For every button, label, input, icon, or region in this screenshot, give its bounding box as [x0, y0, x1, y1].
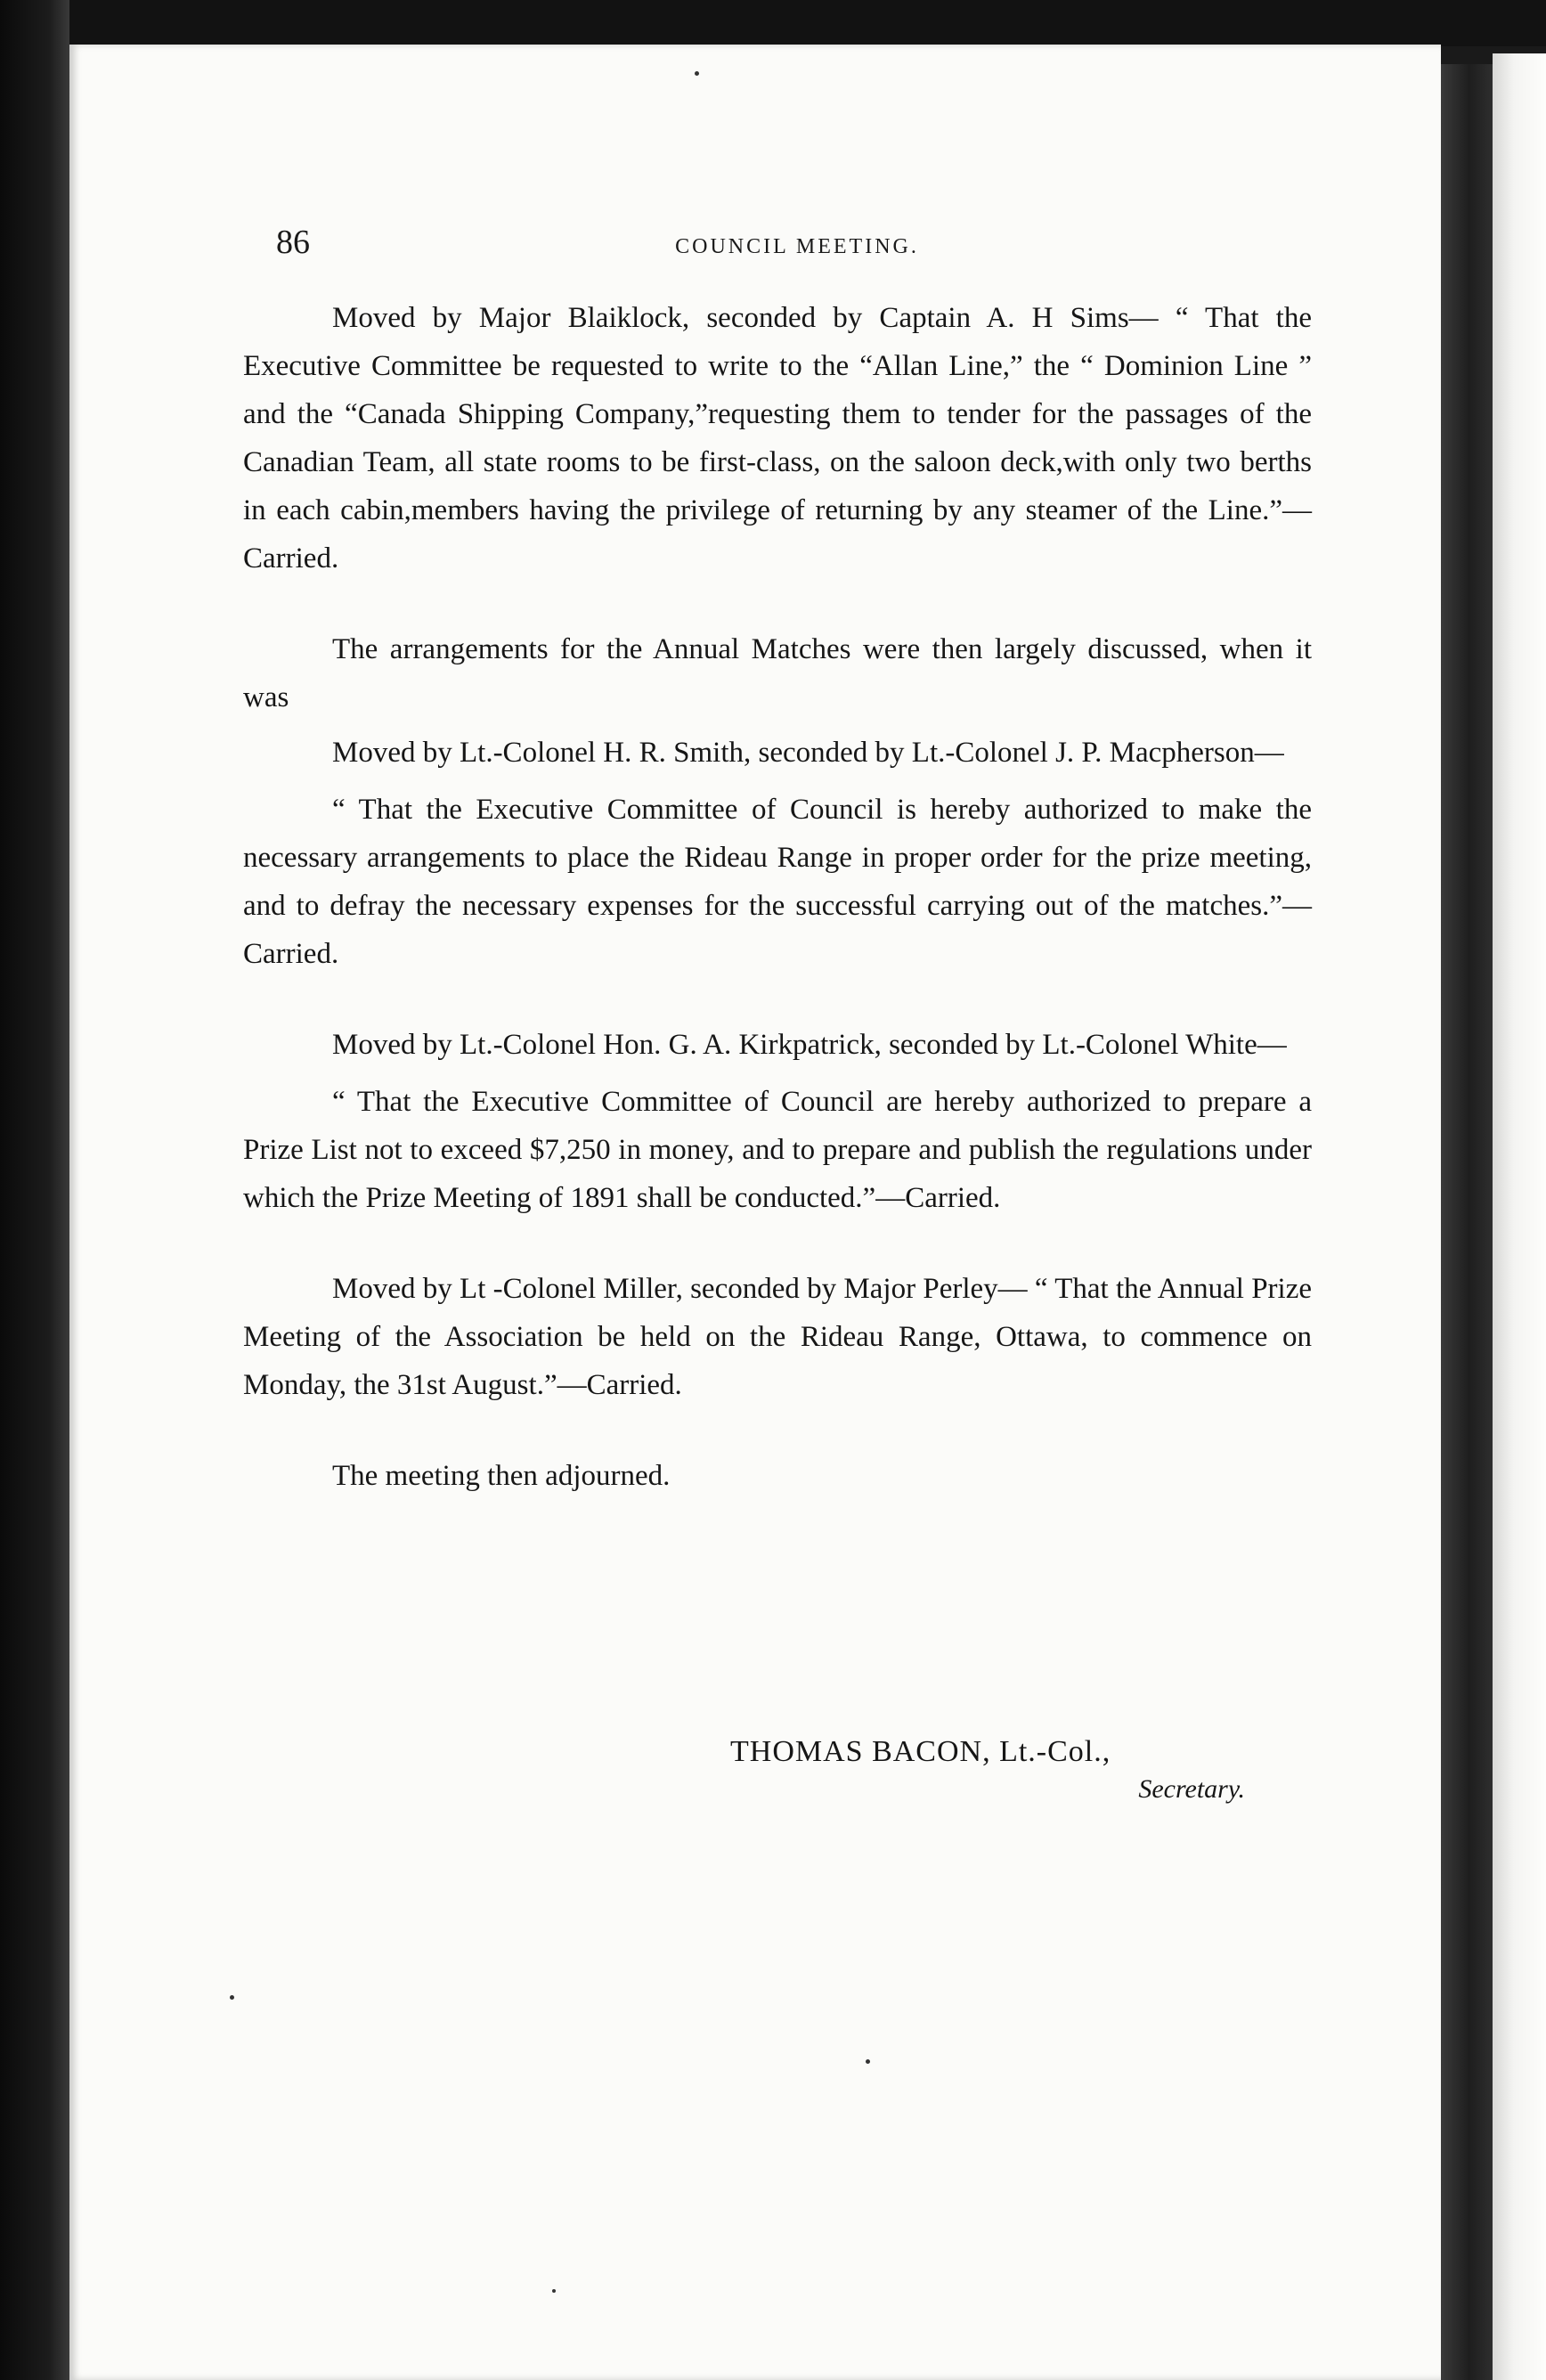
signatory-name: THOMAS BACON, Lt.-Col.,: [730, 1735, 1111, 1768]
paragraph-motion-prize-list: “ That the Executive Committee of Council are hereby authorized to prepare a Prize List not to exceed $7,250 in money, and to prepare and publish the regulations under which the Prize Meeting of 1891 shall be conducted.”—Carried.: [243, 1086, 1312, 1214]
document-body: [243, 294, 1312, 1500]
signature-block: [730, 1735, 1265, 1805]
paragraph-motion-steamship: Moved by Major Blaiklock, seconded by Captain A. H Sims— “ That the Executive Committee be requested to write to the “Allan Line,” the “ Dominion Line ” and the “Canada Shipping Company,”requesting them to tender for the passages of the Canadian Team, all state rooms to be first-class, on the saloon deck,with only two berths in each cabin,members having the privilege of returning by any steamer of the Line.”—Carried.: [243, 302, 1312, 575]
scan-frame-top: [0, 0, 1546, 46]
facing-page-edge: [1493, 53, 1546, 2380]
paragraph-mover-kirkpatrick: Moved by Lt.-Colonel Hon. G. A. Kirkpatrick, seconded by Lt.-Colonel White—: [332, 1029, 1287, 1061]
paragraph-adjourned: The meeting then adjourned.: [332, 1460, 671, 1492]
paragraph-motion-prize-meeting: Moved by Lt -Colonel Miller, seconded by Major Perley— “ That the Annual Prize Meeting of the Association be held on the Rideau Range, Ottawa, to commence on Monday, the 31st August.”—Carried.: [243, 1273, 1312, 1401]
scan-frame-left: [0, 0, 69, 2380]
scan-speck: [230, 1995, 234, 2000]
book-gutter: [1441, 64, 1493, 2380]
page-header: [276, 223, 1300, 276]
scan-speck: [552, 2289, 556, 2293]
page-number: 86: [276, 224, 310, 261]
running-head: COUNCIL MEETING.: [675, 235, 919, 258]
scan-speck: [866, 2059, 870, 2064]
signatory-title: Secretary.: [1138, 1774, 1245, 1804]
scan-speck: [695, 71, 699, 76]
paragraph-mover-smith: Moved by Lt.-Colonel H. R. Smith, seconded by Lt.-Colonel J. P. Macpherson—: [332, 737, 1284, 769]
paragraph-motion-rideau-range: “ That the Executive Committee of Council is hereby authorized to make the necessary arrangements to place the Rideau Range in proper order for the prize meeting, and to defray the necessary expenses for the successful carrying out of the matches.”—Carried.: [243, 794, 1312, 970]
paragraph-arrangements: The arrangements for the Annual Matches were then largely discussed, when it was: [243, 633, 1312, 713]
